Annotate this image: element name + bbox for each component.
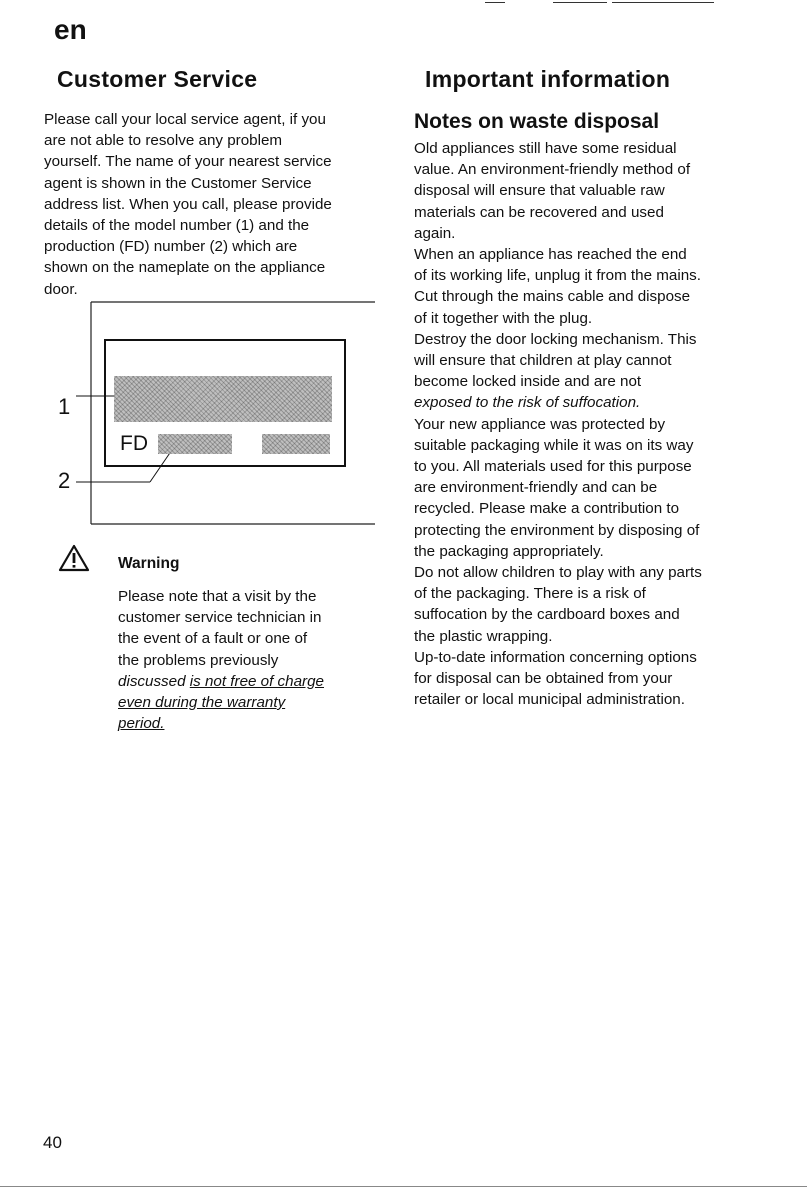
text-line: production (FD) number (2) which are xyxy=(44,238,298,256)
warning-triangle-icon xyxy=(58,544,90,572)
text-line: Cut through the mains cable and dispose xyxy=(414,288,691,306)
text-line: disposal will ensure that valuable raw xyxy=(414,182,665,200)
text-line: exposed to the risk of suffocation. xyxy=(414,394,641,412)
text-line: retailer or local municipal administration. xyxy=(414,691,685,709)
warning-text xyxy=(118,586,378,734)
text-line: of the packaging. There is a risk of xyxy=(414,585,646,603)
customer-service-heading: Customer Service xyxy=(57,66,258,92)
text-line: materials can be recovered and used xyxy=(414,203,664,221)
text-line: the problems previously xyxy=(118,651,279,669)
text-line: are environment-friendly and can be xyxy=(414,479,658,497)
production-number-field xyxy=(158,434,232,454)
text-line: the event of a fault or one of xyxy=(118,630,308,648)
text-line: to you. All materials used for this purpose xyxy=(414,458,692,476)
customer-service-text xyxy=(44,109,389,300)
language-code: en xyxy=(54,14,87,45)
top-rule-2 xyxy=(612,2,714,3)
text-line: yourself. The name of your nearest service xyxy=(44,153,332,171)
text-line: Your new appliance was protected by xyxy=(414,415,666,433)
text-line: Please note that a visit by the xyxy=(118,588,317,605)
top-rule-1 xyxy=(553,2,607,3)
text-line: Up-to-date information concerning options xyxy=(414,648,697,666)
fd-label: FD xyxy=(120,432,148,455)
text-line: value. An environment-friendly method of xyxy=(414,161,691,179)
text-line: of its working life, unplug it from the mains. xyxy=(414,267,701,285)
warning-italic-text: discussed xyxy=(118,672,190,690)
text-line: Old appliances still have some residual xyxy=(414,140,677,157)
text-line: again. xyxy=(414,224,456,242)
text-line: agent is shown in the Customer Service xyxy=(44,174,312,192)
text-line: the packaging appropriately. xyxy=(414,542,604,560)
text-line: Destroy the door locking mechanism. This xyxy=(414,330,697,348)
warning-title: Warning xyxy=(118,555,180,572)
text-line: are not able to resolve any problem xyxy=(44,132,283,150)
text-line: shown on the nameplate on the appliance xyxy=(44,259,326,277)
text-line: recycled. Please make a contribution to xyxy=(414,500,680,518)
important-information-heading: Important information xyxy=(425,66,671,92)
text-line: Please call your local service agent, if you xyxy=(44,111,326,128)
text-line: suitable packaging while it was on its way xyxy=(414,436,694,454)
text-line: suffocation by the cardboard boxes and xyxy=(414,606,680,624)
text-line xyxy=(118,671,378,692)
page-number: 40 xyxy=(43,1133,62,1152)
text-line: will ensure that children at play cannot xyxy=(414,352,672,370)
text-line: customer service technician in xyxy=(118,609,322,627)
waste-disposal-text xyxy=(414,138,759,710)
text-line: become locked inside and are not xyxy=(414,373,642,391)
text-line: the plastic wrapping. xyxy=(414,627,553,645)
text-line: for disposal can be obtained from your xyxy=(414,670,673,688)
text-line: details of the model number (1) and the xyxy=(44,217,310,235)
text-line: of it together with the plug. xyxy=(414,309,593,327)
warning-underlined-text: is not free of charge xyxy=(189,672,324,690)
top-rule-3 xyxy=(485,2,505,3)
callout-2: 2 xyxy=(58,468,71,493)
model-number-field xyxy=(114,376,332,422)
text-line: address list. When you call, please provide xyxy=(44,195,332,213)
text-line: Do not allow children to play with any parts xyxy=(414,564,702,582)
text-line: even during the warranty xyxy=(118,694,286,712)
bottom-rule xyxy=(0,1186,807,1187)
text-line: door. xyxy=(44,280,78,298)
text-line: period. xyxy=(118,715,165,733)
waste-disposal-heading: Notes on waste disposal xyxy=(414,110,660,133)
text-line: When an appliance has reached the end xyxy=(414,246,687,264)
production-number-field-2 xyxy=(262,434,330,454)
callout-1: 1 xyxy=(58,394,71,419)
text-line: protecting the environment by disposing of xyxy=(414,521,700,539)
